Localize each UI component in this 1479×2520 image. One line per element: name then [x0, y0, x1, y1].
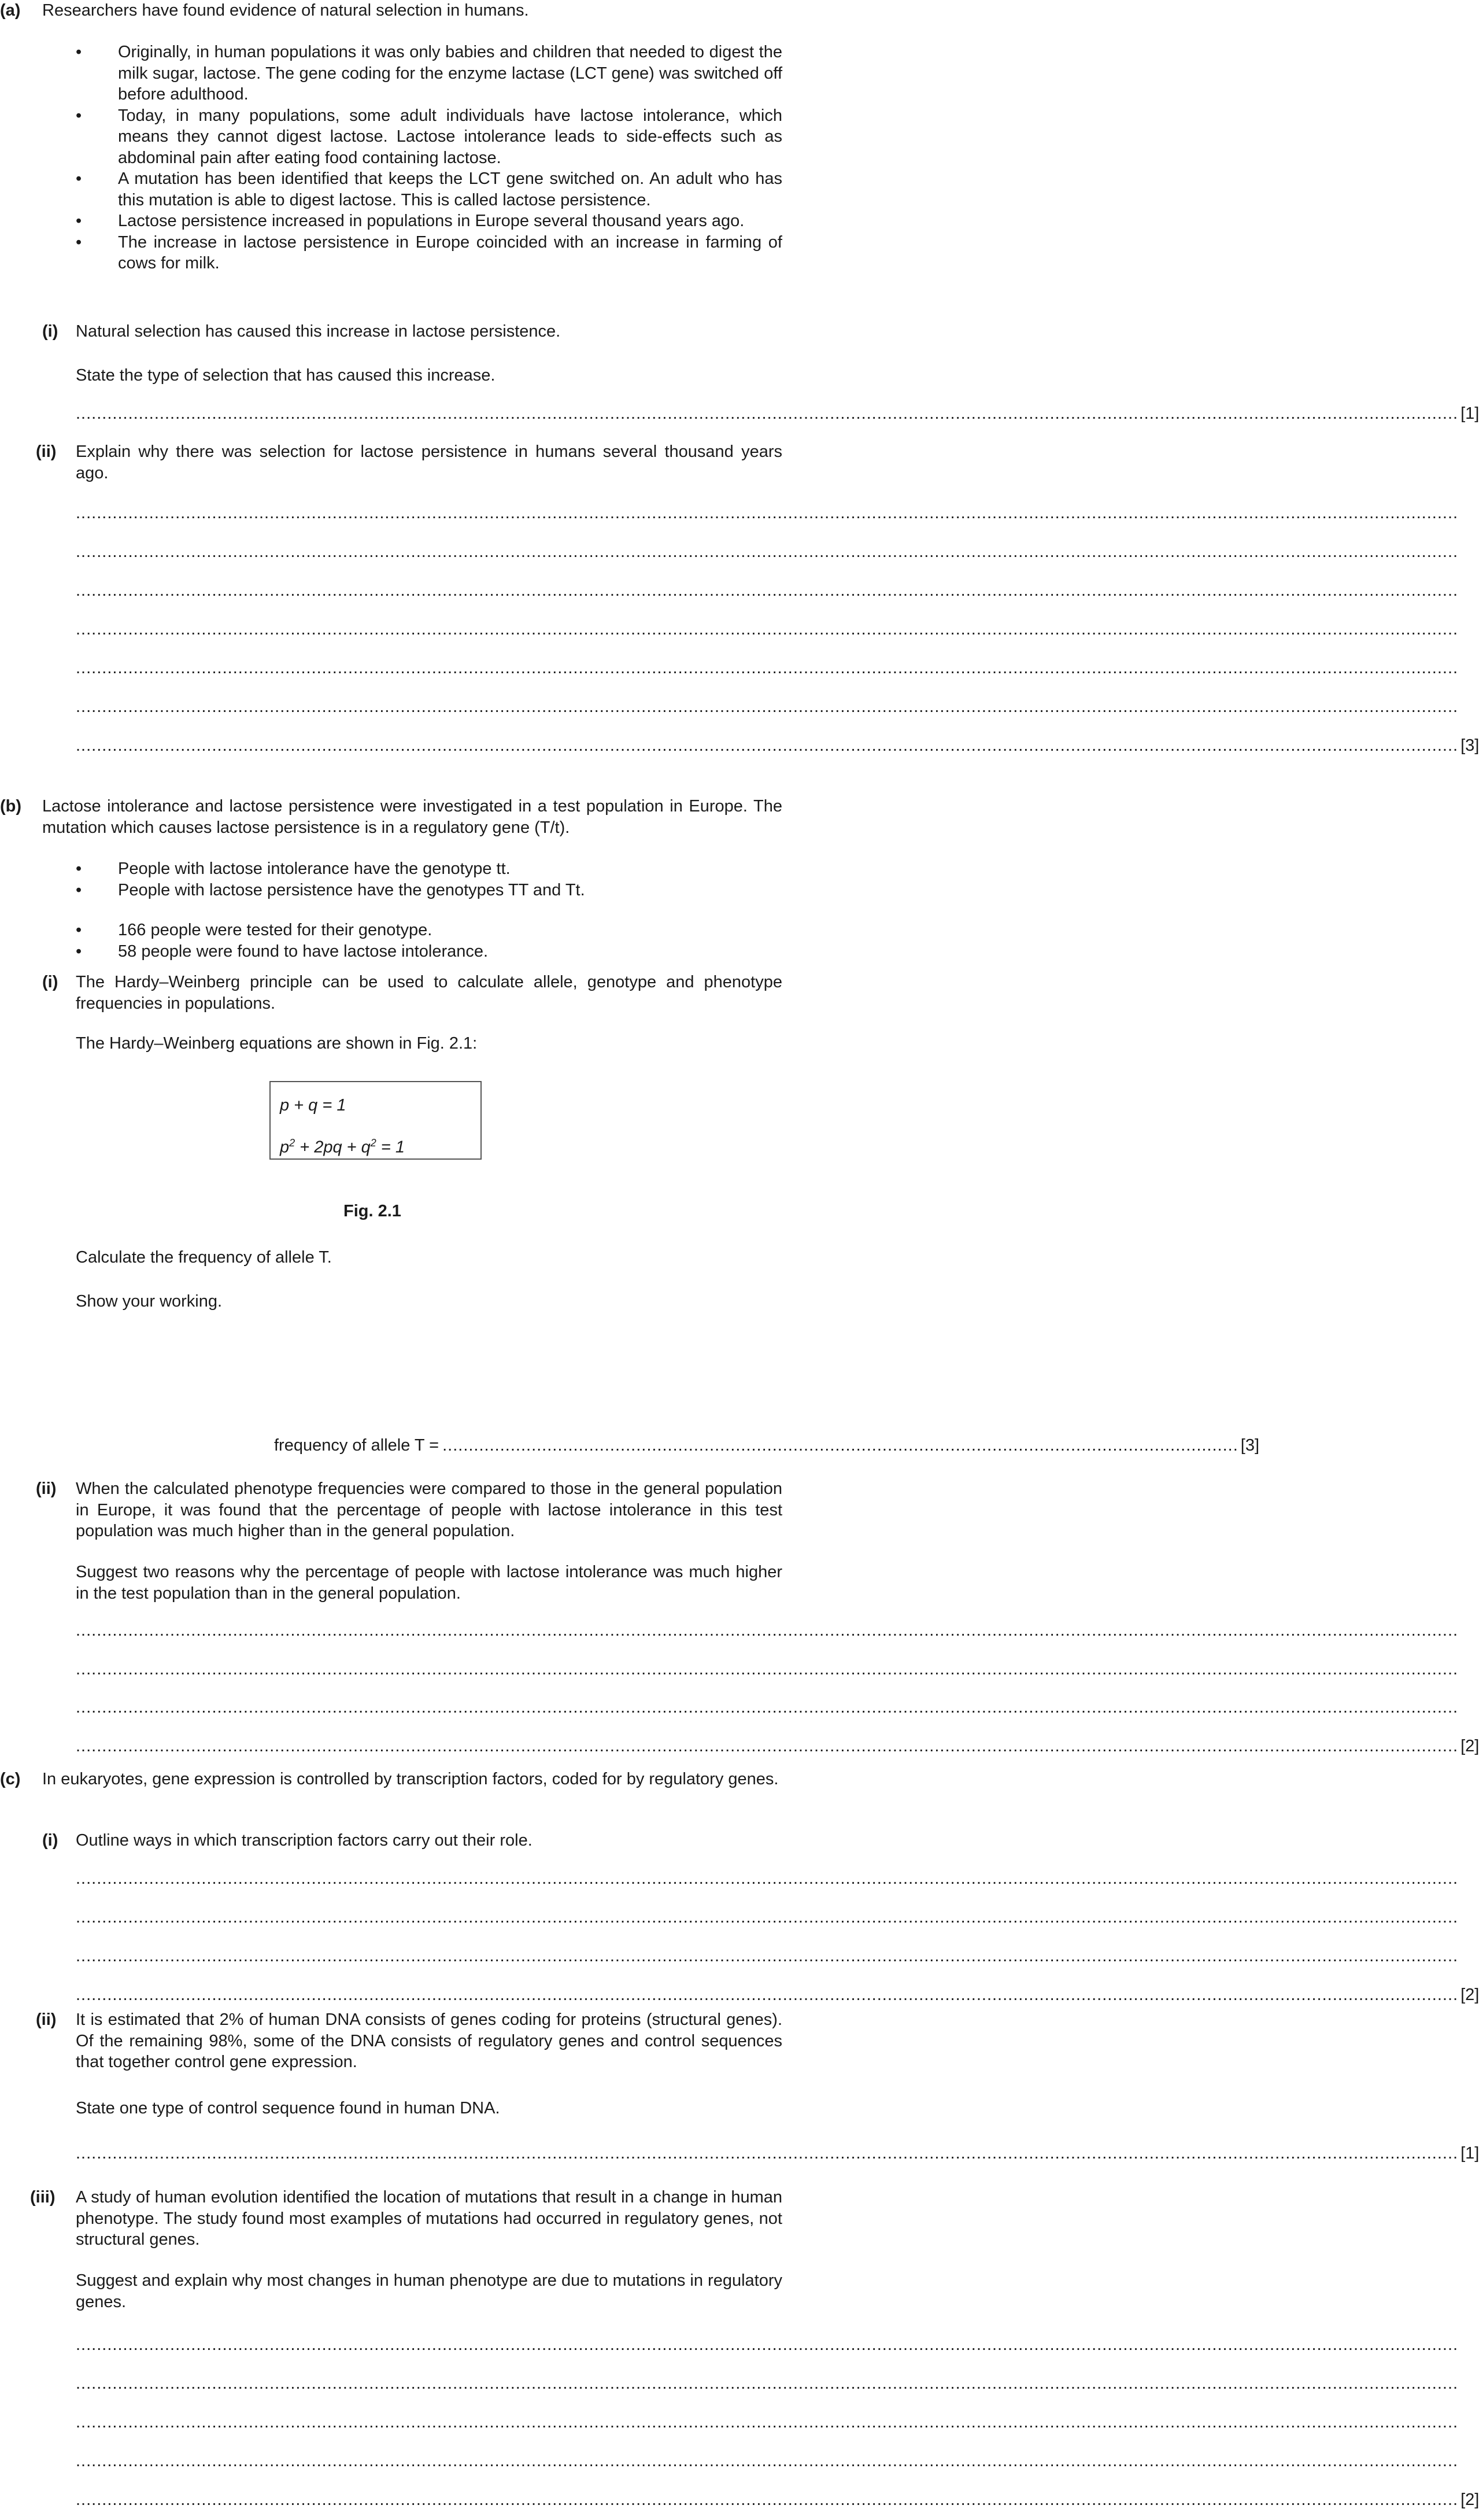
part-a-label: (a)	[0, 1, 21, 20]
bullet-text: Lactose persistence increased in populations in Europe several thousand years ago.	[118, 212, 745, 231]
mark-allocation: [2]	[1460, 1737, 1479, 1755]
part-a-bullet-list	[76, 42, 782, 274]
answer-line[interactable]: ........................................................................................................................................................................................................................................................................	[76, 1698, 1459, 1717]
part-b-bullet-2	[76, 880, 782, 901]
part-c-iii-number: (iii)	[30, 2188, 56, 2207]
part-c-iii-instruction: Suggest and explain why most changes in human phenotype are due to mutations in regulatory genes.	[76, 2271, 782, 2311]
part-c-ii-text: It is estimated that 2% of human DNA consists of genes coding for proteins (structural genes). Of the remaining 98%, some of the DNA consists of regulatory genes and control sequences that together control gene expression.	[76, 2010, 782, 2072]
answer-line[interactable]: ........................................................................................................................................................................................................................................................................ [1]	[76, 403, 782, 425]
part-a-bullet-5	[76, 232, 782, 274]
mark-allocation: [3]	[1460, 736, 1479, 755]
part-a-i-number: (i)	[42, 322, 58, 341]
bullet-text: People with lactose intolerance have the genotype tt.	[118, 859, 511, 878]
bullet-text: A mutation has been identified that keeps the LCT gene switched on. An adult who has this mutation is able to digest lactose. This is called lactose persistence.	[118, 169, 782, 209]
mark-allocation: [1]	[1460, 404, 1479, 423]
bullet-text: Today, in many populations, some adult individuals have lactose intolerance, which means they cannot digest lactose. Lactose intolerance leads to side-effects such as abdominal pain after eating food containing lactose.	[118, 106, 782, 167]
answer-line[interactable]: ........................................................................................................................................................................................................................................................................	[76, 2452, 1459, 2470]
part-b-i-text: The Hardy–Weinberg principle can be used to calculate allele, genotype and phenotype frequencies in populations.	[76, 973, 782, 1013]
part-a-i-instruction: State the type of selection that has caused this increase.	[76, 366, 496, 385]
answer-line[interactable]: ........................................................................................................................................................................................................................................................................ [2]	[76, 1736, 782, 1757]
part-a-bullet-4	[76, 211, 782, 232]
part-b-ii-number: (ii)	[36, 1479, 57, 1498]
part-c-ii-number: (ii)	[36, 2010, 57, 2029]
answer-line[interactable]: ........................................................................................................................................................................................................................................................................	[76, 620, 1459, 639]
answer-line[interactable]: ........................................................................................................................................................................................................................................................................	[76, 2335, 1459, 2354]
answer-line[interactable]: ........................................................................................................................................................................................................................................................................	[76, 1869, 1459, 1888]
mark-allocation: [2]	[1460, 1986, 1479, 2004]
answer-line[interactable]: ........................................................................................................................................................................................................................................................................ [1]	[76, 2143, 782, 2164]
part-a-bullet-1	[76, 42, 782, 105]
answer-line[interactable]: ........................................................................................................................................................................................................................................................................	[76, 1908, 1459, 1927]
part-a-ii-number: (ii)	[36, 442, 57, 461]
bullet-text: Originally, in human populations it was only babies and children that needed to digest the milk sugar, lactose. The gene coding for the enzyme lactase (LCT gene) was switched off before adulthood.	[118, 43, 782, 104]
part-a-bullet-3	[76, 168, 782, 211]
part-b-ii-instruction: Suggest two reasons why the percentage of people with lactose intolerance was much higher in the test population than in the general population.	[76, 1563, 782, 1603]
bullet-text: 166 people were tested for their genotype.	[118, 921, 432, 939]
part-b-i-calc-instruction: Calculate the frequency of allele T.	[76, 1248, 332, 1267]
part-a-intro: Researchers have found evidence of natural selection in humans.	[42, 1, 529, 20]
part-c-label: (c)	[0, 1770, 21, 1788]
part-a-bullet-2	[76, 105, 782, 169]
answer-line[interactable]: ........................................................................................................................................................................................................................................................................ [2]	[76, 2489, 782, 2511]
mark-allocation: [1]	[1460, 2144, 1479, 2163]
equation-2: $p^2 + 2pq + q^2 = 1$	[280, 1137, 405, 1157]
allele-frequency-answer[interactable]: frequency of allele T = ........................................................................................................................................................ [3]	[274, 1435, 782, 1456]
part-b-genotype-list	[76, 858, 782, 901]
part-b-count-list	[76, 920, 782, 962]
mark-allocation: [2]	[1460, 2491, 1479, 2509]
answer-line[interactable]: ........................................................................................................................................................................................................................................................................	[76, 1660, 1459, 1678]
part-b-i-number: (i)	[42, 973, 58, 991]
answer-line[interactable]: ........................................................................................................................................................................................................................................................................ [3]	[76, 735, 782, 757]
answer-line[interactable]: ........................................................................................................................................................................................................................................................................	[76, 2374, 1459, 2393]
answer-label: frequency of allele T =	[274, 1436, 439, 1455]
part-c-intro: In eukaryotes, gene expression is controlled by transcription factors, coded for by regulatory genes.	[42, 1770, 779, 1788]
answer-line[interactable]: ........................................................................................................................................................................................................................................................................	[76, 659, 1459, 677]
part-a-i-text: Natural selection has caused this increase in lactose persistence.	[76, 322, 561, 341]
part-b-intro: Lactose intolerance and lactose persistence were investigated in a test population in Europe. The mutation which causes lactose persistence is in a regulatory gene (T/t).	[42, 797, 782, 837]
part-b-bullet-1	[76, 858, 782, 880]
part-b-bullet-4	[76, 941, 782, 962]
part-b-i-fig-intro: The Hardy–Weinberg equations are shown in Fig. 2.1:	[76, 1034, 478, 1053]
part-b-ii-text: When the calculated phenotype frequencies were compared to those in the general population in Europe, it was found that the percentage of people with lactose intolerance in this test population was much higher than in the general population.	[76, 1479, 782, 1541]
part-c-iii-text: A study of human evolution identified the location of mutations that result in a change in human phenotype. The study found most examples of mutations had occurred in regulatory genes, not structural genes.	[76, 2188, 782, 2249]
answer-line[interactable]: ........................................................................................................................................................................................................................................................................ [2]	[76, 1984, 782, 2006]
bullet-text: People with lactose persistence have the genotypes TT and Tt.	[118, 880, 585, 899]
part-b-label: (b)	[0, 797, 22, 816]
figure-caption: Fig. 2.1	[343, 1202, 401, 1220]
part-c-i-number: (i)	[42, 1831, 58, 1850]
answer-line[interactable]: ........................................................................................................................................................................................................................................................................	[76, 504, 1459, 522]
answer-line[interactable]: ........................................................................................................................................................................................................................................................................	[76, 543, 1459, 561]
equation-1: p + q = 1	[280, 1096, 346, 1115]
part-a-ii-text: Explain why there was selection for lactose persistence in humans several thousand years ago.	[76, 442, 782, 482]
hardy-weinberg-equation-box	[269, 1081, 482, 1160]
bullet-text: 58 people were found to have lactose intolerance.	[118, 942, 489, 961]
answer-line[interactable]: ........................................................................................................................................................................................................................................................................	[76, 698, 1459, 716]
mark-allocation: [3]	[1240, 1436, 1260, 1455]
answer-line[interactable]: ........................................................................................................................................................................................................................................................................	[76, 1947, 1459, 1965]
answer-line[interactable]: ........................................................................................................................................................................................................................................................................	[76, 581, 1459, 600]
part-b-i-working-instruction: Show your working.	[76, 1292, 223, 1311]
part-b-bullet-3	[76, 920, 782, 941]
answer-line[interactable]: ........................................................................................................................................................................................................................................................................	[76, 2413, 1459, 2432]
answer-line[interactable]: ........................................................................................................................................................................................................................................................................	[76, 1621, 1459, 1640]
bullet-text: The increase in lactose persistence in Europe coincided with an increase in farming of cows for milk.	[118, 233, 782, 273]
part-c-ii-instruction: State one type of control sequence found in human DNA.	[76, 2099, 500, 2117]
part-c-i-text: Outline ways in which transcription factors carry out their role.	[76, 1831, 533, 1850]
